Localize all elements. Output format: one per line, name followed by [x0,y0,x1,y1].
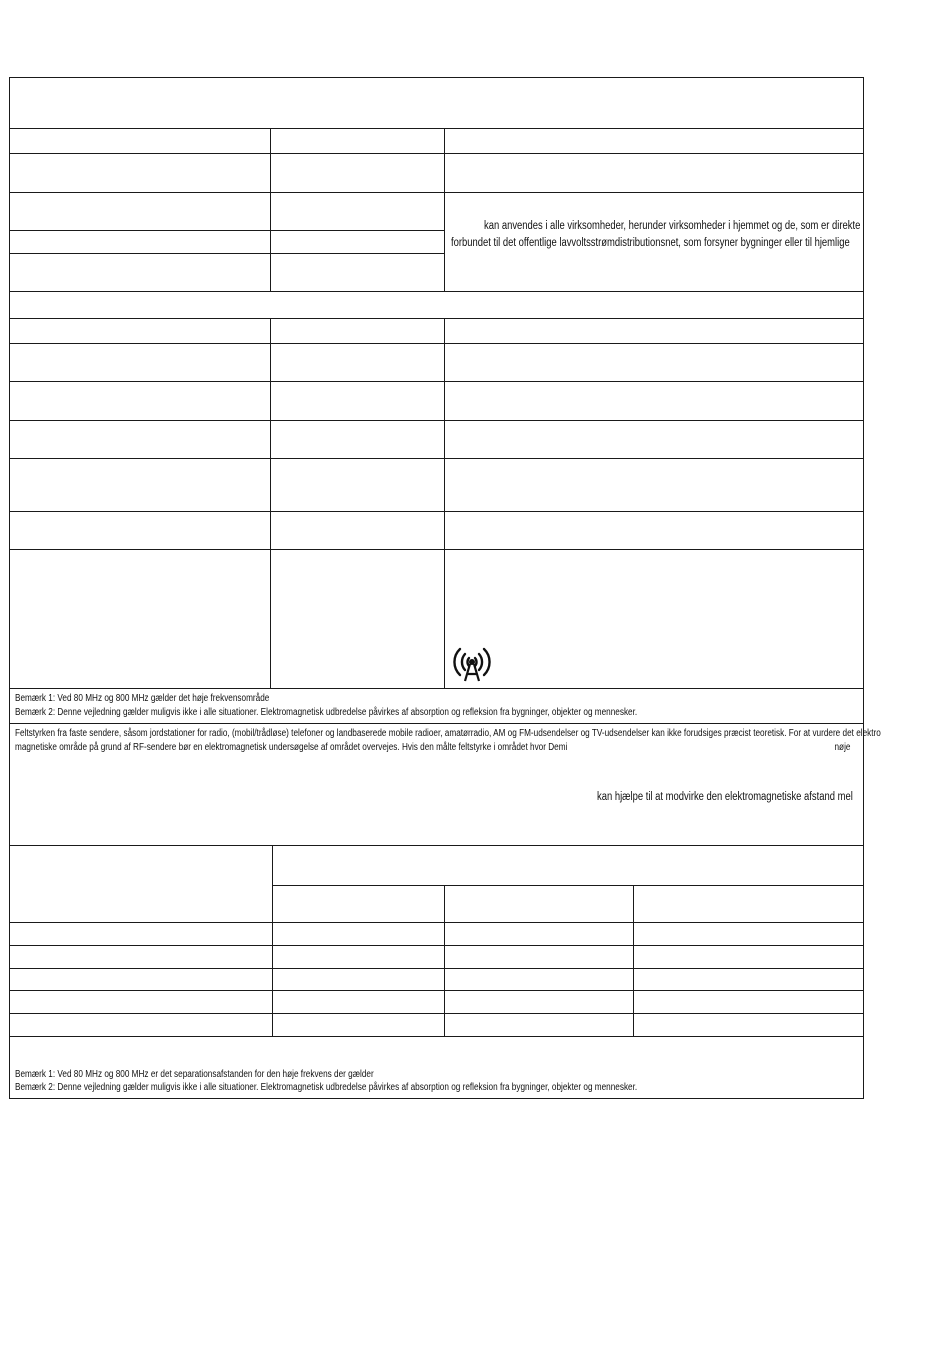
field-strength-text: Feltstyrken fra faste sendere, såsom jordstationer for radio, (mobil/trådløse) telefoner og landbaserede mobile radioer, amatørradio, AM og FM-udsendelser og TV-udsendelser kan ikke forudsiges præcist teoretisk. For at vurdere det elektro [15,728,881,739]
immunity-text-line: kan anvendes i alle virksomheder, herunder virksomheder i hjemmet og de, som er direkte [484,220,861,232]
column-divider [272,846,273,1036]
column-divider [444,318,445,688]
row-divider [9,128,864,129]
table-note: Bemærk 1: Ved 80 MHz og 800 MHz gælder det høje frekvensområde [15,693,270,704]
row-divider [9,458,864,459]
column-divider [633,885,634,1036]
row-divider [9,511,864,512]
row-divider [9,381,864,382]
table-note: Bemærk 2: Denne vejledning gælder muligvis ikke i alle situationer. Elektromagnetisk udbredelse påvirkes af absorption og refleksion fra bygninger, objekter og mennesker. [15,707,638,718]
row-divider [9,318,864,319]
row-divider [9,945,864,946]
row-divider [9,990,864,991]
field-strength-text: magnetiske område på grund af RF-sendere bør en elektromagnetisk undersøgelse af området overvejes. Hvis den målte feltstyrke i området hvor Demi [15,742,568,753]
row-divider [9,153,864,154]
row-divider [9,291,864,292]
separation-distance-table [9,846,864,1099]
row-divider [272,885,864,886]
column-divider [444,885,445,1036]
column-divider [270,318,271,688]
row-divider [9,922,864,923]
table-note: Bemærk 2: Denne vejledning gælder muligvis ikke i alle situationer. Elektromagnetisk udbredelse påvirkes af absorption og refleksion fra bygninger, objekter og mennesker. [15,1082,638,1093]
row-divider [9,343,864,344]
row-divider [9,549,864,550]
row-divider [9,1036,864,1037]
column-divider [270,128,271,291]
row-divider [9,723,864,724]
row-divider [9,192,444,193]
field-strength-text: nøje [834,742,850,753]
column-divider [444,128,445,291]
row-divider [9,420,864,421]
immunity-text-line: forbundet til det offentlige lavvoltsstrømdistributionsnet, som forsyner bygninger eller til hjemlige [451,237,850,249]
field-strength-text: kan hjælpe til at modvirke den elektromagnetiske afstand mel [597,791,853,803]
row-divider [9,1013,864,1014]
rf-radiation-warning-icon [450,644,494,684]
row-divider [9,688,864,689]
table-note: Bemærk 1: Ved 80 MHz og 800 MHz er det separationsafstanden for den høje frekvens der gælder [15,1069,374,1080]
row-divider [444,192,864,193]
row-divider [9,968,864,969]
row-divider [9,230,444,231]
row-divider [9,253,444,254]
